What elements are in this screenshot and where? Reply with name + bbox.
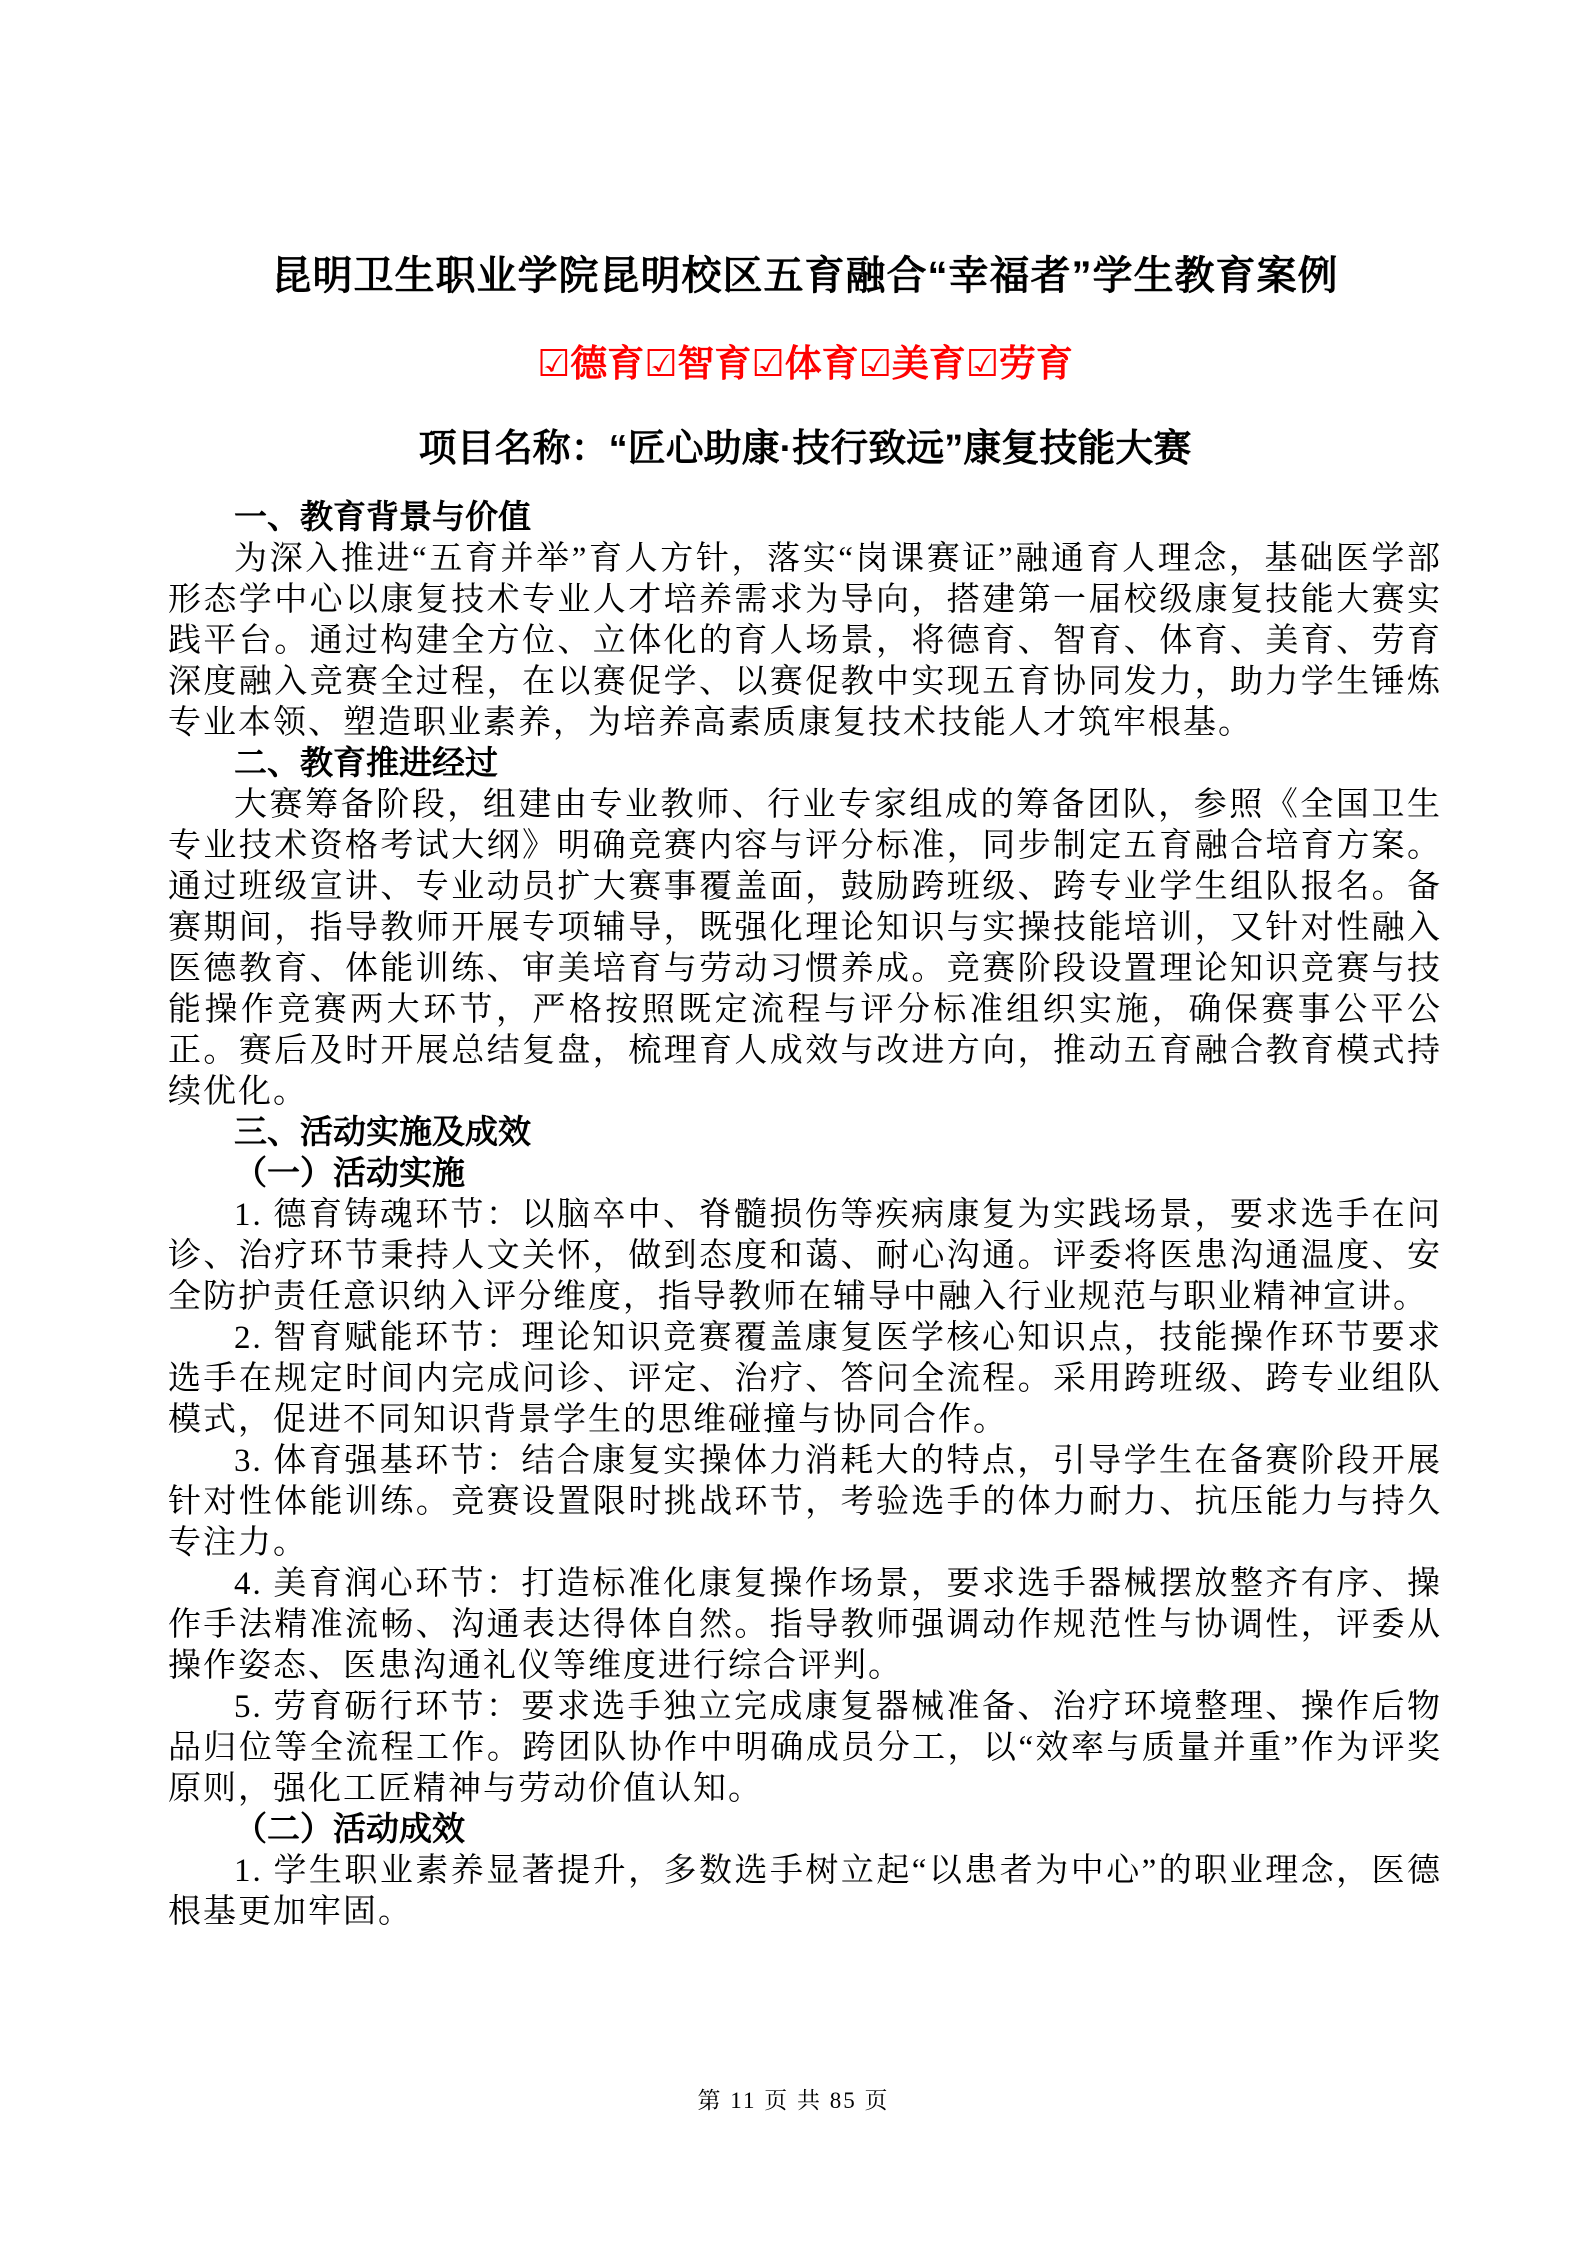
list-paragraph-labor: 5. 劳育砺行环节：要求选手独立完成康复器械准备、治疗环境整理、操作后物品归位等全流程工作。跨团队协作中明确成员分工，以“效率与质量并重”作为评奖原则，强化工匠精神与劳动价值认知。 [168, 1689, 1442, 1807]
banner-item-deyu [537, 343, 644, 384]
project-title: 项目名称：“匠心助康·技行致远”康复技能大赛 [418, 428, 1192, 470]
section-heading-2: 二、教育推进经过 [234, 746, 498, 782]
banner-item-laoyu [966, 343, 1073, 384]
checkbox-checked-icon: ☑ [537, 342, 571, 385]
banner-item-label: 体育 [784, 343, 859, 384]
checkbox-checked-icon: ☑ [751, 342, 785, 385]
list-paragraph-result-1: 1. 学生职业素养显著提升，多数选手树立起“以患者为中心”的职业理念，医德根基更加牢固。 [168, 1853, 1442, 1930]
subsection-heading-results: （二）活动成效 [234, 1812, 465, 1848]
banner-item-zhiyu [644, 343, 751, 384]
banner-item-label: 智育 [677, 343, 752, 384]
banner-item-label: 美育 [891, 343, 966, 384]
section-heading-1: 一、教育背景与价值 [234, 500, 531, 536]
banner-item-meiyu [859, 343, 966, 384]
checkbox-checked-icon: ☑ [858, 342, 892, 385]
list-paragraph-physical: 3. 体育强基环节：结合康复实操体力消耗大的特点，引导学生在备赛阶段开展针对性体能训练。竞赛设置限时挑战环节，考验选手的体力耐力、抗压能力与持久专注力。 [168, 1443, 1442, 1561]
paragraph-process: 大赛筹备阶段，组建由专业教师、行业专家组成的筹备团队，参照《全国卫生专业技术资格考试大纲》明确竞赛内容与评分标准，同步制定五育融合培育方案。通过班级宣讲、专业动员扩大赛事覆盖面，鼓励跨班级、跨专业学生组队报名。备赛期间，指导教师开展专项辅导，既强化理论知识与实操技能培训，又针对性融入医德教育、体能训练、审美培育与劳动习惯养成。竞赛阶段设置理论知识竞赛与技能操作竞赛两大环节，严格按照既定流程与评分标准组织实施，确保赛事公平公正。赛后及时开展总结复盘，梳理育人成效与改进方向，推动五育融合教育模式持续优化。 [168, 787, 1442, 1110]
checkbox-checked-icon: ☑ [965, 342, 999, 385]
five-edu-banner [168, 342, 1442, 386]
section-heading-3: 三、活动实施及成效 [234, 1115, 531, 1151]
list-paragraph-aesthetic: 4. 美育润心环节：打造标准化康复操作场景，要求选手器械摆放整齐有序、操作手法精准流畅、沟通表达得体自然。指导教师强调动作规范性与协调性，评委从操作姿态、医患沟通礼仪等维度进行综合评判。 [168, 1566, 1442, 1684]
banner-item-tiyu [751, 343, 858, 384]
subsection-heading-implementation: （一）活动实施 [234, 1156, 465, 1192]
banner-item-label: 劳育 [998, 343, 1073, 384]
checkbox-checked-icon: ☑ [644, 342, 678, 385]
page-title: 昆明卫生职业学院昆明校区五育融合“幸福者”学生教育案例 [271, 254, 1339, 298]
list-paragraph-moral: 1. 德育铸魂环节：以脑卒中、脊髓损伤等疾病康复为实践场景，要求选手在问诊、治疗环节秉持人文关怀，做到态度和蔼、耐心沟通。评委将医患沟通温度、安全防护责任意识纳入评分维度，指导教师在辅导中融入行业规范与职业精神宣讲。 [168, 1197, 1442, 1315]
list-paragraph-intellectual: 2. 智育赋能环节：理论知识竞赛覆盖康复医学核心知识点，技能操作环节要求选手在规定时间内完成问诊、评定、治疗、答问全流程。采用跨班级、跨专业组队模式，促进不同知识背景学生的思维碰撞与协同合作。 [168, 1320, 1442, 1438]
page-number-footer: 第 11 页 共 85 页 [697, 2088, 890, 2113]
banner-item-label: 德育 [570, 343, 645, 384]
paragraph-background: 为深入推进“五育并举”育人方针，落实“岗课赛证”融通育人理念，基础医学部形态学中心以康复技术专业人才培养需求为导向，搭建第一届校级康复技能大赛实践平台。通过构建全方位、立体化的育人场景，将德育、智育、体育、美育、劳育深度融入竞赛全过程，在以赛促学、以赛促教中实现五育协同发力，助力学生锤炼专业本领、塑造职业素养，为培养高素质康复技术技能人才筑牢根基。 [168, 541, 1442, 741]
